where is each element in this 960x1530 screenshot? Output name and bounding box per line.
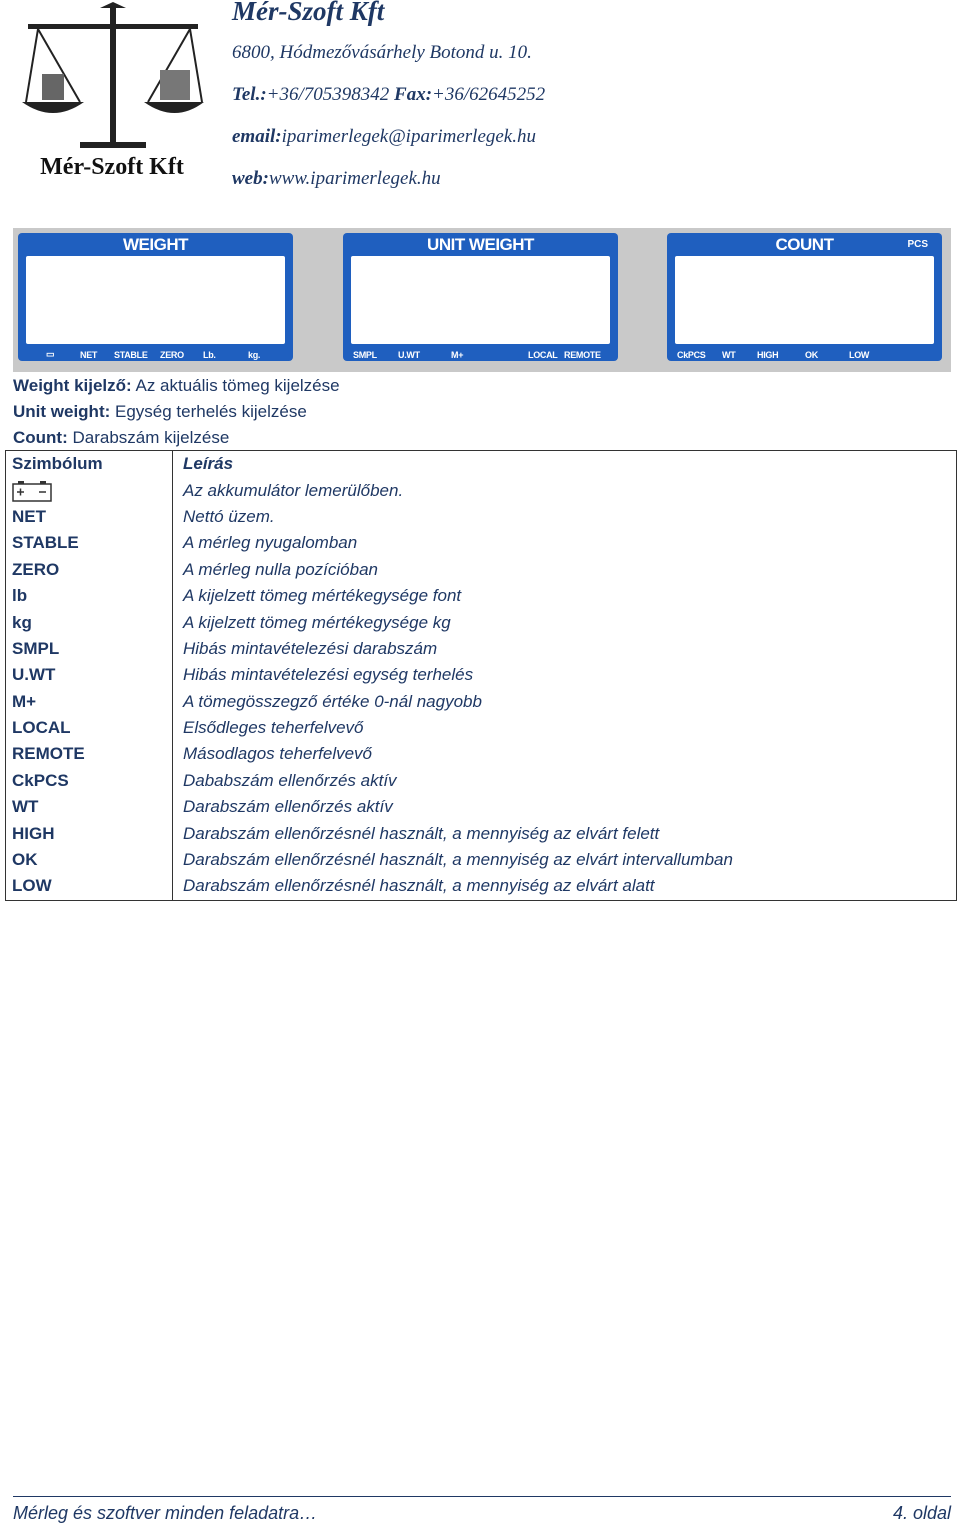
panel-title: UNIT WEIGHT xyxy=(427,235,534,254)
desc-label: Unit weight: xyxy=(13,402,111,421)
company-email xyxy=(232,126,545,148)
email-label: email: xyxy=(232,126,282,147)
fax-value: +36/62645252 xyxy=(432,84,546,105)
scale-logo xyxy=(20,2,205,182)
symbol-cell: CkPCS xyxy=(6,768,173,794)
symbol-cell: NET xyxy=(6,504,173,530)
page-number: 4. oldal xyxy=(892,1503,951,1523)
description-cell: Elsődleges teherfelvevő xyxy=(183,718,364,738)
page-header xyxy=(0,0,960,220)
weight-panel xyxy=(18,233,293,361)
unit-weight-description xyxy=(13,402,307,422)
indicator: ZERO xyxy=(160,350,184,360)
symbol-cell xyxy=(6,477,173,503)
description-cell: A tömegösszegző értéke 0-nál nagyobb xyxy=(183,691,482,711)
description-cell: Darabszám ellenőrzés aktív xyxy=(183,797,393,817)
indicator: kg. xyxy=(248,350,261,360)
table-row xyxy=(6,741,957,767)
symbol-cell: STABLE xyxy=(6,530,173,556)
count-description xyxy=(13,428,229,448)
table-row xyxy=(6,794,957,820)
panel-title: COUNT xyxy=(775,235,834,254)
company-web xyxy=(232,168,545,190)
symbol-cell: OK xyxy=(6,847,173,873)
indicator: HIGH xyxy=(757,350,779,360)
email-value: iparimerlegek@iparimerlegek.hu xyxy=(281,126,536,147)
panel-title: WEIGHT xyxy=(123,235,188,254)
symbol-cell: LOCAL xyxy=(6,715,173,741)
desc-label: Count: xyxy=(13,428,68,447)
description-cell: Hibás mintavételezési darabszám xyxy=(183,638,438,658)
table-row xyxy=(6,477,957,503)
table-row xyxy=(6,662,957,688)
table-row xyxy=(6,530,957,556)
web-label: web: xyxy=(232,168,269,189)
table-row xyxy=(6,557,957,583)
weight-description xyxy=(13,376,340,396)
description-cell: A mérleg nulla pozícióban xyxy=(183,559,378,579)
symbol-cell: ZERO xyxy=(6,557,173,583)
unit-weight-panel xyxy=(343,233,618,361)
description-cell: Nettó üzem. xyxy=(183,506,275,526)
panel-screen xyxy=(351,256,610,344)
pcs-label: PCS xyxy=(907,239,928,250)
indicator: Lb. xyxy=(203,350,216,360)
header-symbol: Szimbólum xyxy=(6,451,173,478)
table-row xyxy=(6,847,957,873)
description-cell: Darabszám ellenőrzésnél használt, a mennyiség az elvárt felett xyxy=(183,823,660,843)
indicator: REMOTE xyxy=(564,350,601,360)
company-address: 6800, Hódmezővásárhely Botond u. 10. xyxy=(232,42,532,63)
page-footer xyxy=(13,1496,951,1524)
symbol-cell: SMPL xyxy=(6,636,173,662)
fax-label: Fax: xyxy=(394,84,433,105)
symbol-table xyxy=(5,450,957,901)
table-row xyxy=(6,715,957,741)
table-row xyxy=(6,636,957,662)
symbol-cell: WT xyxy=(6,794,173,820)
table-row xyxy=(6,873,957,900)
description-cell: A kijelzett tömeg mértékegysége kg xyxy=(183,612,451,632)
company-info xyxy=(232,0,545,190)
count-panel xyxy=(667,233,942,361)
desc-text: Darabszám kijelzése xyxy=(67,428,230,447)
description-cell: Az akkumulátor lemerülőben. xyxy=(183,480,404,500)
footer-slogan: Mérleg és szoftver minden feladatra… xyxy=(13,1503,318,1523)
symbol-cell: U.WT xyxy=(6,662,173,688)
table-row xyxy=(6,504,957,530)
desc-text: Egység terhelés kijelzése xyxy=(110,402,307,421)
table-row xyxy=(6,609,957,635)
panel-screen xyxy=(675,256,934,344)
indicator: U.WT xyxy=(398,350,420,360)
symbol-cell: lb xyxy=(6,583,173,609)
description-cell: Darabszám ellenőrzésnél használt, a mennyiség az elvárt alatt xyxy=(183,876,655,896)
symbol-cell: LOW xyxy=(6,873,173,900)
description-cell: A kijelzett tömeg mértékegysége font xyxy=(183,586,462,606)
tel-label: Tel.: xyxy=(232,84,267,105)
description-cell: Másodlagos teherfelvevő xyxy=(183,744,373,764)
company-name: Mér-Szoft Kft xyxy=(232,0,385,26)
symbol-cell: M+ xyxy=(6,689,173,715)
indicator: LOCAL xyxy=(528,350,558,360)
company-contact xyxy=(232,84,545,106)
table-row xyxy=(6,820,957,846)
desc-label: Weight kijelző: xyxy=(13,376,132,395)
indicator: WT xyxy=(722,350,736,360)
desc-text: Az aktuális tömeg kijelzése xyxy=(131,376,340,395)
table-row xyxy=(6,689,957,715)
indicator: NET xyxy=(80,350,98,360)
indicator: M+ xyxy=(451,350,464,360)
tel-value: +36/705398342 xyxy=(266,84,390,105)
table-row xyxy=(6,768,957,794)
battery-indicator: ▭ xyxy=(46,349,55,359)
indicator: CkPCS xyxy=(677,350,706,360)
web-value: www.iparimerlegek.hu xyxy=(268,168,441,189)
logo-text: Mér-Szoft Kft xyxy=(40,154,184,180)
description-cell: A mérleg nyugalomban xyxy=(183,533,358,553)
panel-screen xyxy=(26,256,285,344)
table-header-row xyxy=(6,451,957,478)
indicator: STABLE xyxy=(114,350,148,360)
description-cell: Darabszám ellenőrzésnél használt, a mennyiség az elvárt intervallumban xyxy=(183,850,733,870)
symbol-cell: kg xyxy=(6,609,173,635)
description-cell: Dababszám ellenőrzés aktív xyxy=(183,770,397,790)
scale-display-image xyxy=(13,228,951,372)
table-row xyxy=(6,583,957,609)
symbol-cell: HIGH xyxy=(6,820,173,846)
header-description: Leírás xyxy=(183,454,234,474)
indicator: LOW xyxy=(849,350,870,360)
indicator: SMPL xyxy=(353,350,377,360)
battery-icon xyxy=(12,480,52,502)
symbol-cell: REMOTE xyxy=(6,741,173,767)
description-cell: Hibás mintavételezési egység terhelés xyxy=(183,665,474,685)
indicator: OK xyxy=(805,350,818,360)
